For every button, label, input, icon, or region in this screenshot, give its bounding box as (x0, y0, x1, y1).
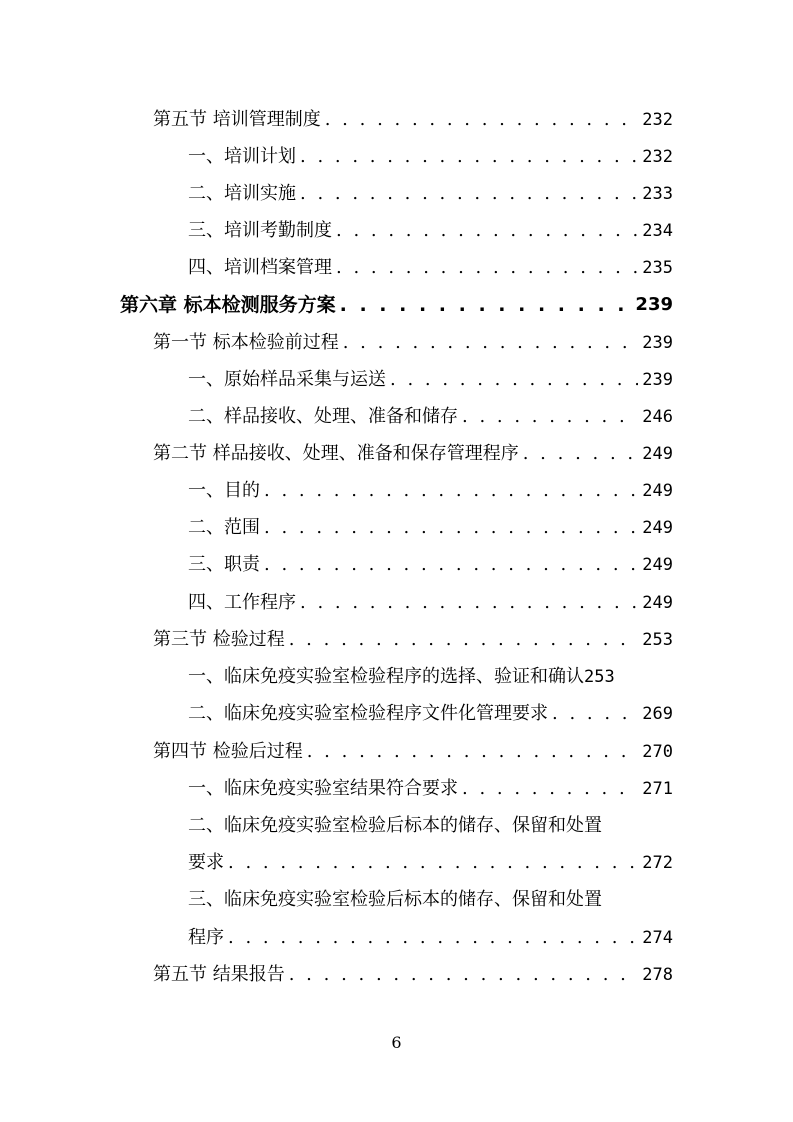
toc-entry-page: 249 (642, 518, 673, 538)
toc-chapter-entry[interactable] (120, 290, 673, 320)
toc-entry[interactable] (188, 699, 673, 729)
toc-entry-title: 二、临床免疫实验室检验程序文件化管理要求 (188, 703, 548, 724)
toc-leader (300, 588, 638, 618)
toc-leader (300, 142, 638, 172)
toc-leader (289, 960, 639, 990)
toc-entry-title: 一、临床免疫实验室检验程序的选择、验证和确认 (188, 666, 584, 687)
toc-entry-page: 271 (642, 779, 673, 799)
toc-leader (552, 699, 638, 729)
toc-entry-page: 235 (642, 258, 673, 278)
toc-entry[interactable] (188, 774, 673, 804)
toc-entry[interactable] (153, 439, 673, 469)
toc-entry-page: 246 (642, 407, 673, 427)
toc-entry[interactable] (188, 476, 673, 506)
toc-entry[interactable] (188, 513, 673, 543)
toc-entry[interactable] (188, 662, 673, 692)
toc-entry-page: 239 (642, 333, 673, 353)
toc-entry[interactable] (188, 811, 673, 841)
toc-leader (307, 737, 639, 767)
toc-entry[interactable] (153, 328, 673, 358)
toc-entry-title: 一、原始样品采集与运送 (188, 369, 386, 390)
toc-entry-title: 要求 (188, 852, 224, 873)
toc-entry-page: 270 (642, 742, 673, 762)
toc-entry-title: 三、培训考勤制度 (188, 220, 332, 241)
toc-entry-title: 二、培训实施 (188, 183, 296, 204)
toc-entry-continuation[interactable] (188, 923, 673, 953)
toc-leader (300, 179, 638, 209)
toc-leader (264, 476, 638, 506)
toc-entry-title: 第三节 检验过程 (153, 629, 285, 650)
toc-entry-page: 249 (642, 593, 673, 613)
toc-entry[interactable] (188, 142, 673, 172)
toc-entry-page: 249 (642, 444, 673, 464)
toc-entry-page: 278 (642, 965, 673, 985)
toc-entry-title: 第一节 标本检验前过程 (153, 332, 339, 353)
toc-entry[interactable] (188, 885, 673, 915)
toc-entry[interactable] (188, 365, 673, 395)
toc-leader (523, 439, 639, 469)
toc-leader (325, 105, 639, 135)
toc-entry-title: 二、临床免疫实验室检验后标本的储存、保留和处置 (188, 815, 602, 836)
toc-entry-title: 一、目的 (188, 480, 260, 501)
toc-entry-title: 程序 (188, 927, 224, 948)
toc-entry-page: 239 (642, 370, 673, 390)
toc-entry-continuation[interactable] (188, 848, 673, 878)
toc-entry-page: 239 (635, 294, 673, 315)
toc-entry[interactable] (153, 625, 673, 655)
toc-entry[interactable] (188, 216, 673, 246)
toc-entry-title: 四、培训档案管理 (188, 257, 332, 278)
toc-entry-page: 272 (642, 853, 673, 873)
toc-entry-page: 249 (642, 481, 673, 501)
toc-entry[interactable] (153, 105, 673, 135)
toc-entry-page: 233 (642, 184, 673, 204)
toc-leader (264, 550, 638, 580)
toc-entry[interactable] (188, 253, 673, 283)
toc-entry[interactable] (188, 402, 673, 432)
toc-entry-title: 第二节 样品接收、处理、准备和保存管理程序 (153, 443, 519, 464)
toc-entry-page: 253 (642, 630, 673, 650)
toc-entry-title: 二、范围 (188, 517, 260, 538)
toc-entry-title: 一、临床免疫实验室结果符合要求 (188, 778, 458, 799)
toc-entry-title: 三、职责 (188, 554, 260, 575)
toc-entry-title: 四、工作程序 (188, 592, 296, 613)
toc-entry-title: 第五节 培训管理制度 (153, 109, 321, 130)
toc-leader (340, 290, 632, 320)
toc-leader (336, 216, 638, 246)
toc-entry[interactable] (188, 588, 673, 618)
toc-entry-title: 三、临床免疫实验室检验后标本的储存、保留和处置 (188, 889, 602, 910)
toc-leader (289, 625, 639, 655)
toc-entry-page: 232 (642, 110, 673, 130)
toc-entry-page: 232 (642, 147, 673, 167)
toc-leader (228, 923, 638, 953)
toc-entry[interactable] (153, 737, 673, 767)
toc-leader (462, 774, 638, 804)
toc-entry-title: 第四节 检验后过程 (153, 741, 303, 762)
toc-entry[interactable] (188, 179, 673, 209)
toc-leader (264, 513, 638, 543)
toc-entry-title: 一、培训计划 (188, 146, 296, 167)
toc-leader (390, 365, 638, 395)
toc-leader (343, 328, 639, 358)
toc-entry-page: 249 (642, 555, 673, 575)
toc-entry[interactable] (188, 550, 673, 580)
toc-leader (462, 402, 638, 432)
toc-entry-title: 第六章 标本检测服务方案 (120, 294, 336, 316)
toc-entry[interactable] (153, 960, 673, 990)
toc-entry-title: 二、样品接收、处理、准备和储存 (188, 406, 458, 427)
toc-entry-page: 269 (642, 704, 673, 724)
toc-leader (228, 848, 638, 878)
toc-leader (336, 253, 638, 283)
toc-entry-page: 253 (584, 667, 615, 687)
toc-entry-page: 234 (642, 221, 673, 241)
toc-entry-page: 274 (642, 928, 673, 948)
page-number: 6 (391, 1033, 402, 1052)
toc-entry-title: 第五节 结果报告 (153, 964, 285, 985)
